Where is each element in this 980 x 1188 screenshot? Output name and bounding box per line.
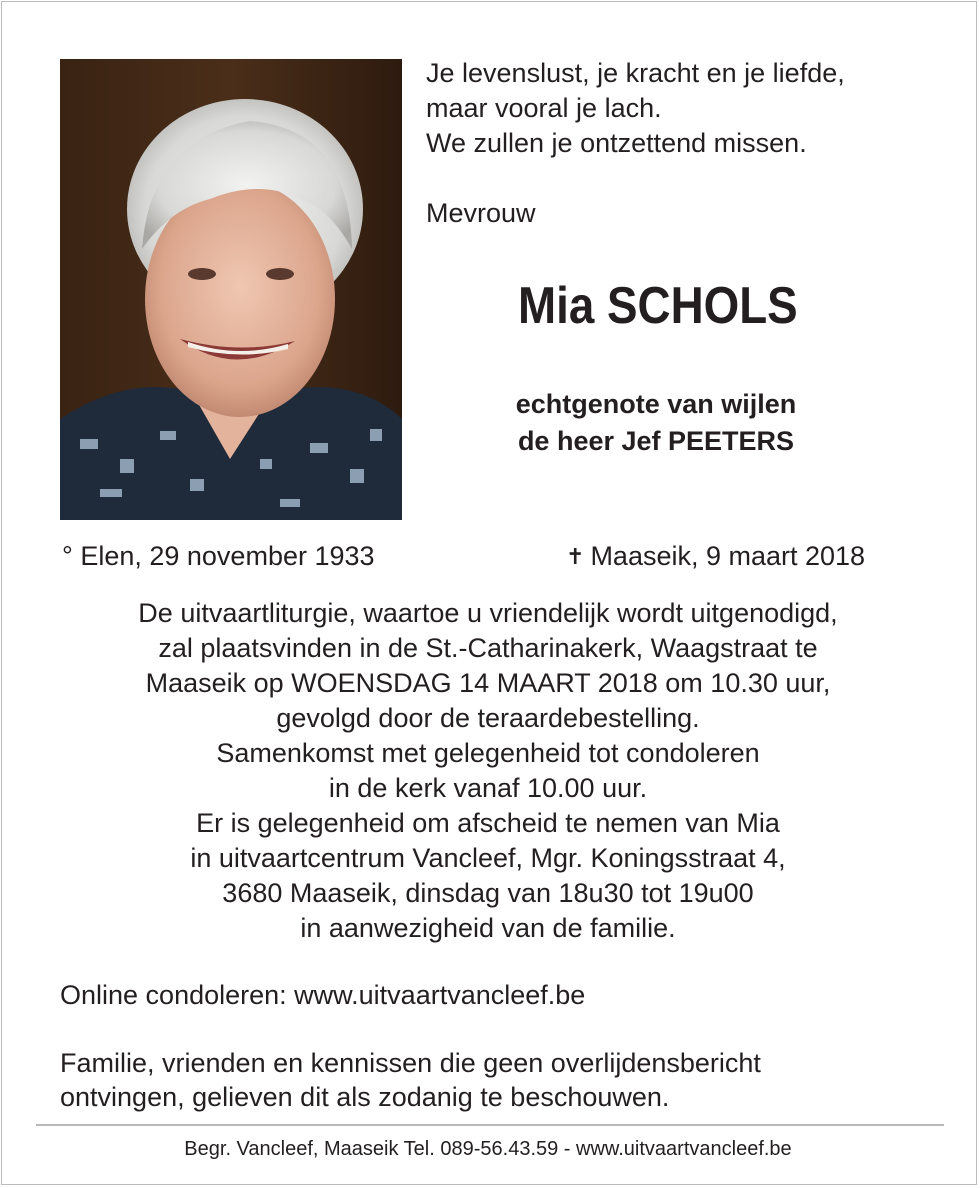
portrait-photo xyxy=(60,59,402,520)
memorial-poem xyxy=(426,56,946,161)
ceremony-line: Er is gelegenheid om afscheid te nemen van Mia xyxy=(196,808,780,838)
salutation: Mevrouw xyxy=(426,198,536,228)
spouse-info xyxy=(426,386,916,460)
ceremony-line: gevolgd door de teraardebestelling. xyxy=(276,703,700,733)
ceremony-line: De uitvaartliturgie, waartoe u vriendelijk wordt uitgenodigd, xyxy=(138,598,838,628)
birth-text: Elen, 29 november 1933 xyxy=(80,541,375,571)
family-note xyxy=(60,1046,761,1114)
family-note-line: Familie, vrienden en kennissen die geen overlijdensbericht xyxy=(60,1048,761,1078)
ceremony-details xyxy=(40,596,936,946)
poem-line: Je levenslust, je kracht en je liefde, xyxy=(426,58,845,88)
ceremony-line: 3680 Maaseik, dinsdag van 18u30 tot 19u00 xyxy=(222,878,754,908)
ceremony-line: in uitvaartcentrum Vancleef, Mgr. Koningsstraat 4, xyxy=(190,843,786,873)
ceremony-line: in aanwezigheid van de familie. xyxy=(300,913,676,943)
funeral-home-footer: Begr. Vancleef, Maaseik Tel. 089-56.43.59 - www.uitvaartvancleef.be xyxy=(184,1138,792,1160)
spouse-line: de heer Jef PEETERS xyxy=(517,426,795,456)
online-condolence: Online condoleren: www.uitvaartvancleef.be xyxy=(60,980,586,1010)
ceremony-line: in de kerk vanaf 10.00 uur. xyxy=(328,773,648,803)
divider xyxy=(36,1124,944,1126)
death-info xyxy=(566,539,865,574)
birth-symbol: ° xyxy=(62,541,73,571)
ceremony-line: Maaseik op WOENSDAG 14 MAART 2018 om 10.30 uur, xyxy=(145,668,831,698)
poem-line: maar vooral je lach. xyxy=(426,93,662,123)
ceremony-line: Samenkomst met gelegenheid tot condoleren xyxy=(216,738,760,768)
spouse-line: echtgenote van wijlen xyxy=(515,389,797,419)
family-note-line: ontvingen, gelieven dit als zodanig te beschouwen. xyxy=(60,1082,670,1112)
death-text: Maaseik, 9 maart 2018 xyxy=(590,541,866,571)
ceremony-line: zal plaatsvinden in de St.-Catharinakerk, Waagstraat te xyxy=(158,633,818,663)
birth-info xyxy=(62,539,375,573)
poem-line: We zullen je ontzettend missen. xyxy=(426,128,807,158)
deceased-name-text: Mia SCHOLS xyxy=(518,277,798,335)
cross-icon: ✝ xyxy=(566,544,585,569)
